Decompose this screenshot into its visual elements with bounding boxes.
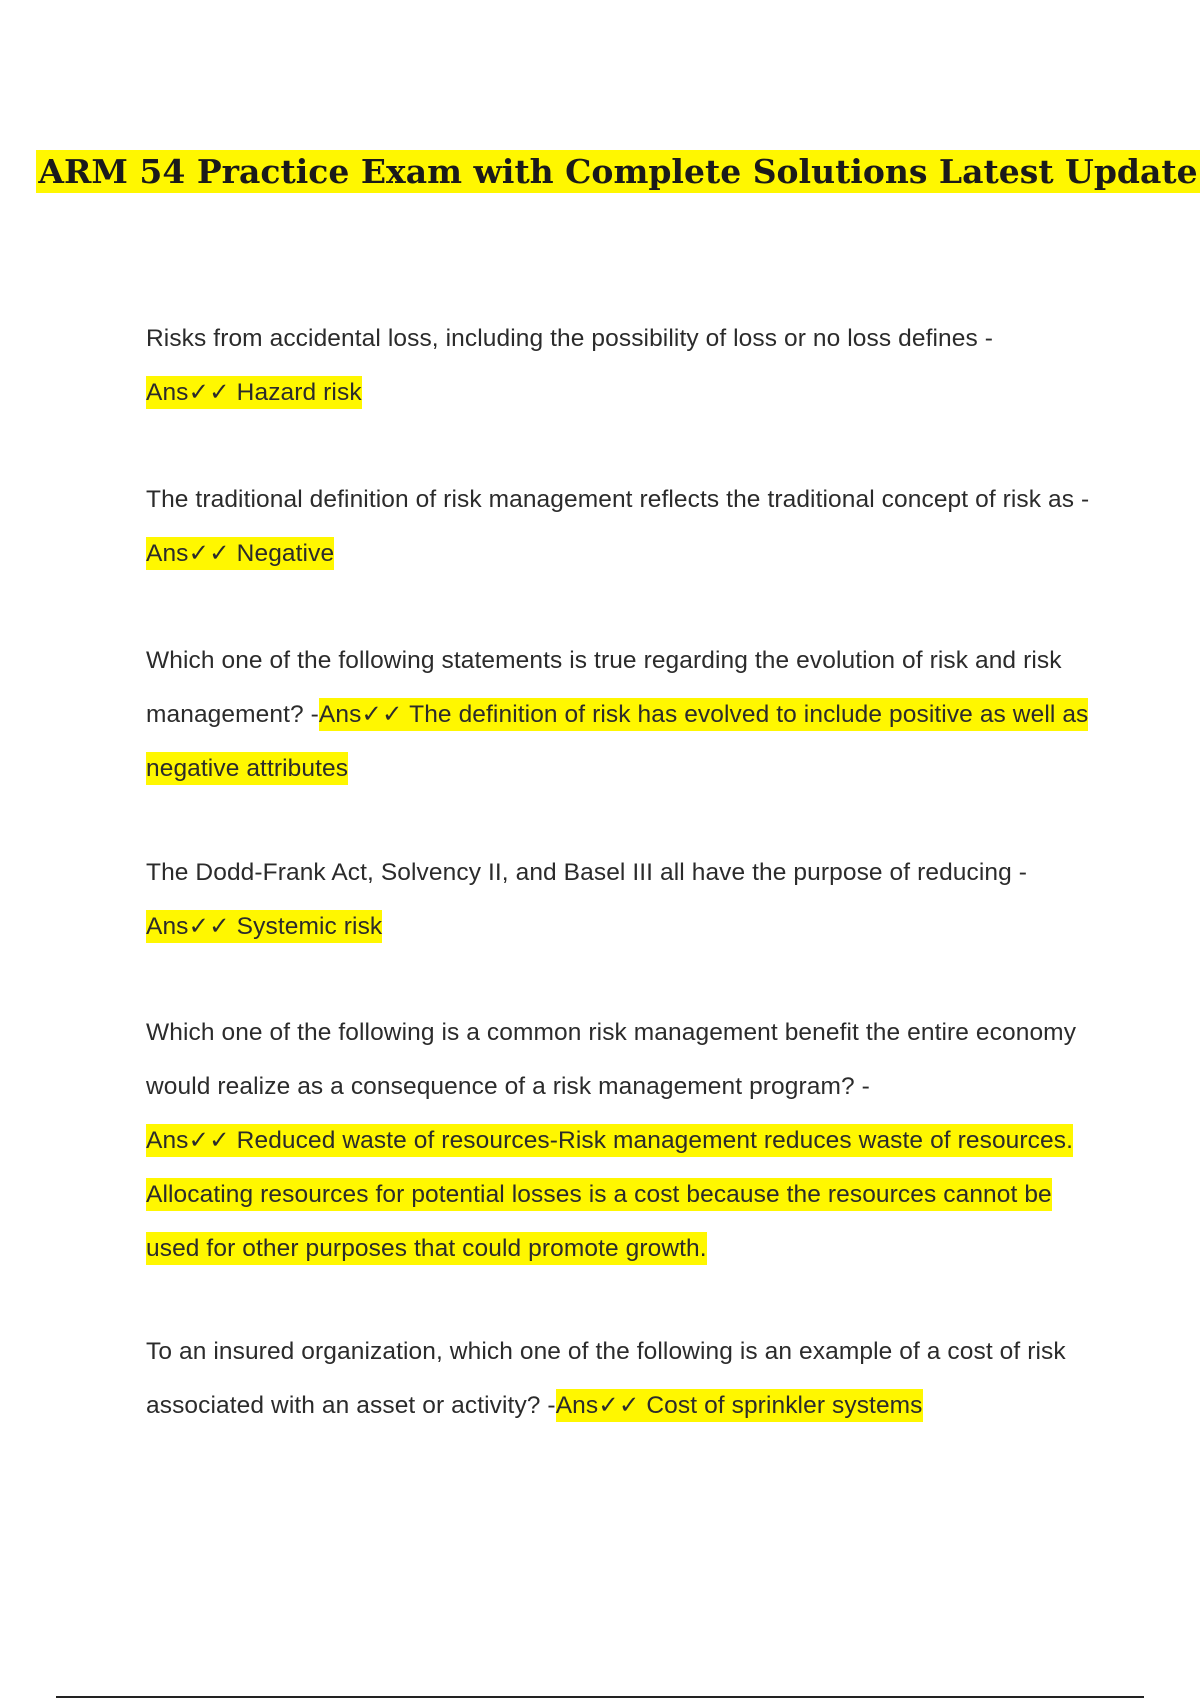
document-title: [0, 140, 1200, 204]
question-text: Risks from accidental loss, including the possibility of loss or no loss defines -: [146, 325, 994, 352]
question-text: To an insured organization, which one of the following is an example of a cost of risk associated with an asset or activity? -: [146, 1338, 1066, 1419]
qa-item-6: [146, 1325, 1091, 1433]
answer-text: Ans✓✓ Hazard risk: [146, 376, 362, 409]
footer-divider: [56, 1696, 1144, 1698]
answer-text: Ans✓✓ The definition of risk has evolved to include positive as well as negative attributes: [146, 698, 1088, 785]
qa-item-1: [146, 312, 1091, 420]
question-text: Which one of the following is a common risk management benefit the entire economy would realize as a consequence of a risk management program? -: [146, 1019, 1077, 1100]
document-title-text: ARM 54 Practice Exam with Complete Solutions Latest Update: [38, 152, 1198, 191]
qa-item-2: [146, 473, 1091, 581]
question-text: The traditional definition of risk management reflects the traditional concept of risk as -: [146, 486, 1090, 513]
question-text: The Dodd-Frank Act, Solvency II, and Basel III all have the purpose of reducing -: [146, 859, 1028, 886]
answer-text: Ans✓✓ Reduced waste of resources-Risk management reduces waste of resources. Allocating resources for potential losses is a cost because the resources cannot be used for other purposes that could promote growth.: [146, 1124, 1073, 1265]
answer-text: Ans✓✓ Negative: [146, 537, 334, 570]
question-text: Which one of the following statements is true regarding the evolution of risk and risk management? -: [146, 647, 1062, 728]
qa-item-3: [146, 634, 1091, 796]
qa-item-4: [146, 846, 1091, 954]
qa-item-5: [146, 1006, 1091, 1276]
answer-text: Ans✓✓ Cost of sprinkler systems: [556, 1389, 923, 1422]
answer-text: Ans✓✓ Systemic risk: [146, 910, 382, 943]
